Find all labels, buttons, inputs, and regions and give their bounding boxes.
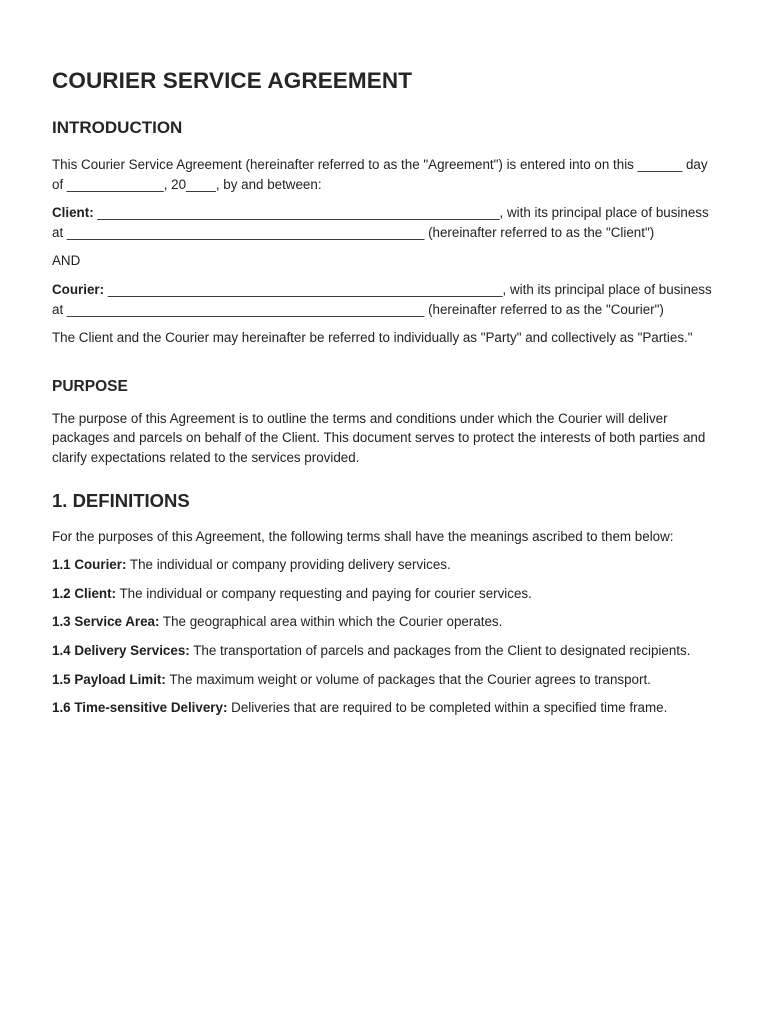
courier-paragraph	[52, 280, 718, 319]
purpose-paragraph: The purpose of this Agreement is to outline the terms and conditions under which the Courier will deliver packages and parcels on behalf of the Client. This document serves to protect the interests of both parties and clarify expectations related to the services provided.	[52, 410, 706, 465]
document-title: COURIER SERVICE AGREEMENT	[52, 68, 413, 93]
definition-item	[52, 584, 718, 604]
purpose-heading: PURPOSE	[52, 377, 128, 395]
courier-details: _____________________________________________________, with its principal place of business at ________________________________________________ (hereinafter referred to as the "Courier")	[52, 281, 712, 317]
client-paragraph	[52, 203, 718, 242]
definitions-intro: For the purposes of this Agreement, the following terms shall have the meanings ascribed to them below:	[52, 528, 674, 544]
client-label: Client:	[52, 205, 94, 221]
definition-term: 1.6 Time-sensitive Delivery:	[52, 700, 228, 716]
introduction-heading: INTRODUCTION	[52, 118, 183, 137]
definition-text: The transportation of parcels and packages from the Client to designated recipients.	[189, 642, 691, 658]
definition-text: The geographical area within which the Courier operates.	[159, 614, 503, 630]
definition-text: The individual or company providing delivery services.	[126, 557, 451, 573]
definition-item	[52, 670, 718, 690]
definition-term: 1.1 Courier:	[52, 557, 127, 573]
definition-item	[52, 555, 718, 575]
definition-term: 1.3 Service Area:	[52, 614, 160, 630]
and-separator: AND	[52, 253, 81, 269]
definition-term: 1.5 Payload Limit:	[52, 671, 166, 687]
definition-item	[52, 612, 718, 632]
definition-term: 1.2 Client:	[52, 585, 116, 601]
definition-term: 1.4 Delivery Services:	[52, 642, 190, 658]
definition-text: The maximum weight or volume of packages that the Courier agrees to transport.	[165, 671, 651, 687]
definition-text: Deliveries that are required to be completed within a specified time frame.	[227, 700, 668, 716]
definitions-heading: 1. DEFINITIONS	[52, 489, 190, 511]
introduction-paragraph: This Courier Service Agreement (hereinafter referred to as the "Agreement") is entered into on this ______ day of _____________, 20____, by and between:	[52, 157, 708, 192]
definition-item	[52, 698, 718, 718]
definition-item	[52, 641, 718, 661]
parties-paragraph: The Client and the Courier may hereinafter be referred to individually as "Party" and collectively as "Parties."	[52, 330, 693, 346]
courier-label: Courier:	[52, 281, 105, 297]
definition-text: The individual or company requesting and paying for courier services.	[116, 585, 532, 601]
client-details: ______________________________________________________, with its principal place of business at ________________________________________________ (hereinafter referred to as the "Client")	[52, 205, 709, 240]
